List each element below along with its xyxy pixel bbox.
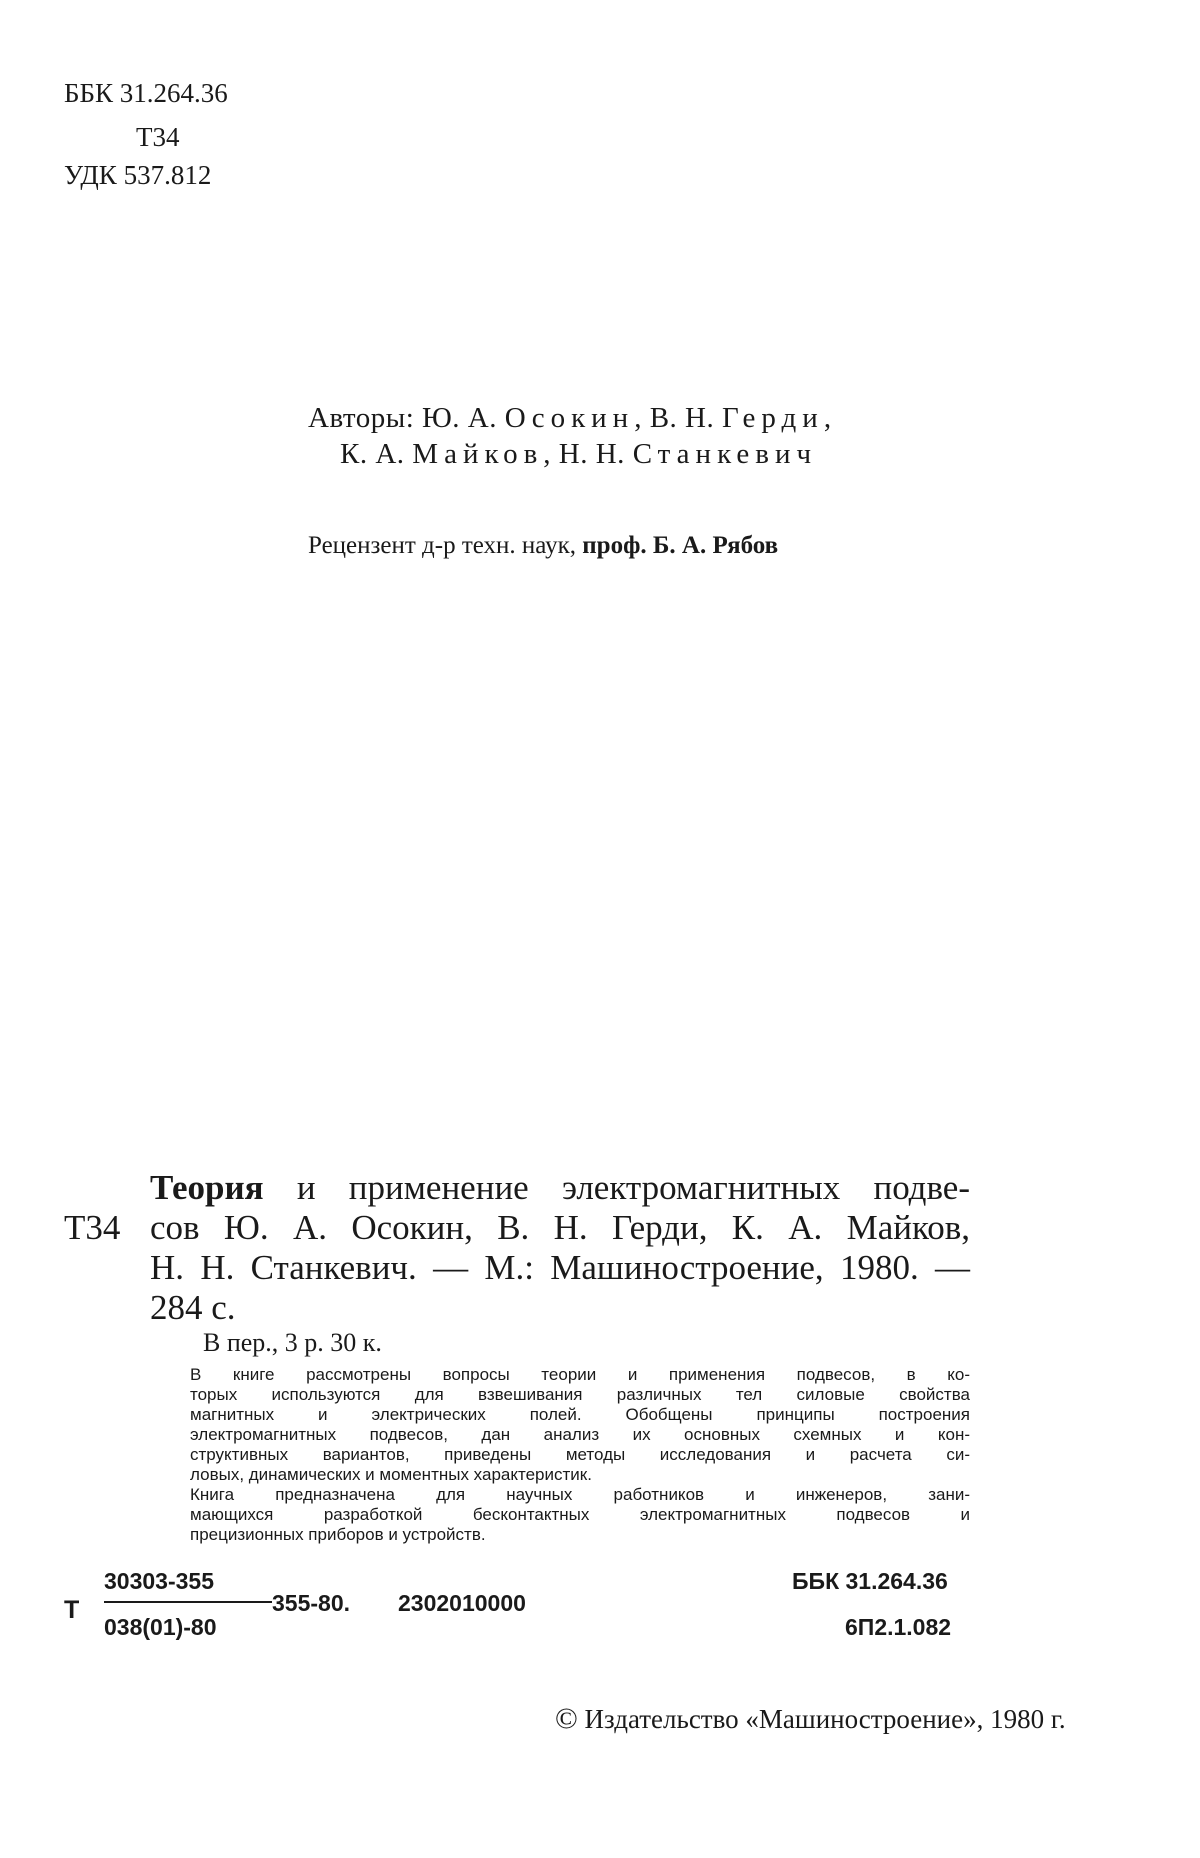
catalog-line-4: 284 с.	[150, 1288, 236, 1327]
bbk-code: ББК 31.264.36	[64, 78, 228, 108]
reviewer-prefix: Рецензент д-р техн. наук,	[308, 532, 583, 559]
annotation-paragraph-1	[190, 1365, 970, 1485]
author-initials: , Н. Н.	[543, 438, 633, 470]
annotation-line: торых используются для взвешивания различных тел силовые свойства	[190, 1385, 970, 1404]
annotation-paragraph-2	[190, 1485, 970, 1545]
fraction-line	[104, 1601, 272, 1603]
annotation-line: Книга предназначена для научных работников и инженеров, зани-	[190, 1485, 970, 1504]
code-bbk: ББК 31.264.36	[792, 1568, 948, 1594]
authors-prefix: Авторы: Ю. А.	[308, 402, 505, 434]
annotation-line: мающихся разработкой бесконтактных электромагнитных подвесов и	[190, 1505, 970, 1524]
separator: ,	[823, 402, 832, 434]
code-numerator: 30303-355	[104, 1568, 214, 1594]
annotation-line: В книге рассмотрены вопросы теории и применения подвесов, в ко-	[190, 1365, 970, 1384]
catalog-mark: Т34	[64, 1208, 121, 1247]
annotation	[190, 1365, 970, 1545]
author-name: Майков	[412, 438, 544, 470]
author-mark: Т34	[136, 122, 180, 152]
author-name: Станкевич	[632, 438, 818, 470]
author-initials: К. А.	[340, 438, 413, 470]
code-denominator: 038(01)-80	[104, 1614, 217, 1640]
author-name: Герди	[722, 402, 824, 434]
copyright-line	[555, 1702, 1066, 1736]
author-initials: , В. Н.	[634, 402, 722, 434]
code-index: 2302010000	[398, 1590, 526, 1616]
catalog-entry	[150, 1168, 970, 1328]
reviewer-line	[308, 532, 778, 560]
book-title-rest: и применение электромагнитных подве-	[263, 1168, 970, 1207]
annotation-line: магнитных и электрических полей. Обобщены принципы построения	[190, 1405, 970, 1424]
author-name: Осокин	[504, 402, 635, 434]
catalog-line-1	[150, 1168, 970, 1208]
udk-code: УДК 537.812	[64, 160, 212, 190]
authors-line-2	[340, 438, 817, 471]
code-bbk-2: 6П2.1.082	[845, 1614, 952, 1640]
copyright-icon: ©	[555, 1702, 578, 1735]
annotation-line: структивных вариантов, приведены методы исследования и расчета си-	[190, 1445, 970, 1464]
code-letter: Т	[64, 1596, 80, 1624]
catalog-line-2: сов Ю. А. Осокин, В. Н. Герди, К. А. Майков,	[150, 1208, 970, 1247]
authors-line-1	[308, 402, 832, 435]
annotation-line: прецизионных приборов и устройств.	[190, 1525, 486, 1544]
annotation-line: электромагнитных подвесов, дан анализ их основных схемных и кон-	[190, 1425, 970, 1444]
reviewer-name: проф. Б. А. Рябов	[582, 532, 779, 559]
catalog-line-3: Н. Н. Станкевич. — М.: Машиностроение, 1980. —	[150, 1248, 970, 1287]
code-middle: 355-80.	[272, 1590, 351, 1616]
book-title-start: Теория	[150, 1168, 264, 1207]
copyright-text: Издательство «Машиностроение», 1980 г.	[584, 1704, 1066, 1734]
price-line: В пер., 3 р. 30 к.	[203, 1328, 382, 1357]
annotation-line: ловых, динамических и моментных характеристик.	[190, 1465, 592, 1484]
